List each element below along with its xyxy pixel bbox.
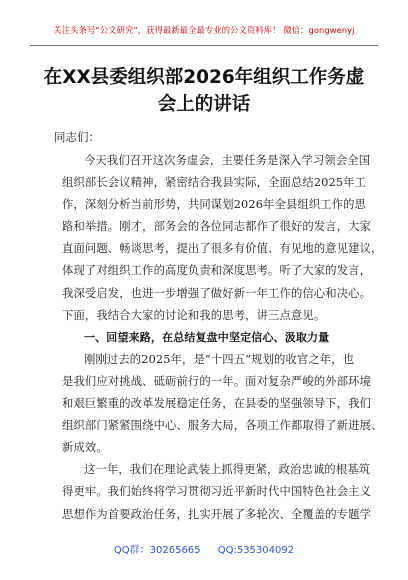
body-line: 下面，我结合大家的讨论和我的思考，讲三点意见。 — [62, 308, 326, 322]
body-line: 刚刚过去的2025年，是“十四五”规划的收官之年，也 — [84, 352, 355, 366]
section-heading: 一、回望来路，在总结复盘中坚定信心、汲取力量 — [84, 330, 330, 344]
body-line: 思想作为首要政治任务，扎实开展了多轮次、全覆盖的专题学 — [62, 507, 372, 521]
footer-contact — [0, 541, 408, 556]
body-line: 直面问题、畅谈思考，提出了很多有价值、有见地的意见建议， — [62, 242, 383, 256]
body-line: 是我们应对挑战、砥砺前行的一年。面对复杂严峻的外部环境 — [62, 374, 372, 388]
footer-qq-group: QQ群：30265665 — [113, 545, 201, 556]
body-line: 路和举措。刚才，部务会的各位同志都作了很好的发言，大家 — [62, 220, 372, 234]
header-divider — [30, 45, 378, 46]
title-line-2: 会上的讲话 — [157, 94, 251, 115]
body-line: 和艰巨繁重的改革发展稳定任务，在县委的坚强领导下，我们 — [62, 397, 372, 411]
title-line-1: 在XX县委组织部2026年组织工作务虚 — [43, 67, 365, 88]
body-line: 我深受启发，也进一步增强了做好新一年工作的信心和决心。 — [62, 286, 372, 300]
footer-qq: QQ:535304092 — [217, 545, 295, 556]
body-line: 体现了对组织工作的高度负责和深度思考。听了大家的发言， — [62, 264, 372, 278]
page-title — [40, 64, 368, 118]
body-line: 新成效。 — [62, 441, 108, 455]
body-line: 今天我们召开这次务虚会，主要任务是深入学习领会全国 — [84, 154, 371, 167]
body-line: 作，深刻分析当前形势，共同谋划2026年全县组织工作的思 — [62, 198, 367, 212]
body-line: 这一年，我们在理论武装上抓得更紧，政治忠诚的根基筑 — [84, 463, 371, 477]
salutation: 同志们： — [54, 130, 100, 144]
body-line: 组织部门紧紧围绕中心、服务大局，各项工作都取得了新进展、 — [62, 419, 383, 433]
body-line: 组织部长会议精神，紧密结合我县实际，全面总结2025年工 — [62, 176, 367, 190]
body-line: 得更牢。我们始终将学习贯彻习近平新时代中国特色社会主义 — [62, 485, 372, 499]
document-body — [62, 150, 383, 526]
header-banner: 关注头条号“公文研究”，获得最新最全最专业的公文资料库！ 微信：gongwenyj — [53, 25, 355, 35]
